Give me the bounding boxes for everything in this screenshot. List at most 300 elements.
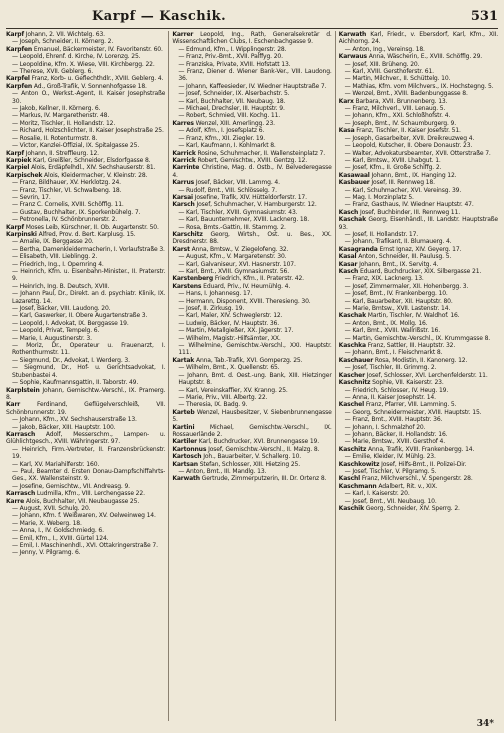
entry-details: Joh., Bauarbeiter, V. Schallerg. 10. [203, 453, 302, 461]
entry-details: — Josef, Tischler, III. Grimmg. 2. [344, 364, 437, 372]
entry-details: — Jakob, Kellner, II. Körnerg. 6. [12, 105, 101, 113]
directory-entry [172, 372, 331, 387]
directory-entry [339, 164, 498, 171]
entry-surname: Karpinski [6, 230, 37, 238]
entry-details: Friedrich, Kfm., II. Praterstr. 42. [214, 275, 304, 283]
entry-details: — Wenzel, Bmt., XVIII. Badenbunggasse 8. [344, 90, 468, 98]
entry-surname: Karschitz [172, 230, 203, 238]
directory-entry [339, 253, 498, 260]
directory-entry [172, 187, 331, 194]
entry-details: Adolf, Messerschm., Lampen- u. Glühlichtgesch., XVIII. Währingerstr. 97. [6, 430, 166, 446]
entry-details: — Josef, Tischler, V. Pilgramg. 5. [344, 467, 437, 475]
entry-surname: Karrasch [6, 430, 36, 438]
entry-details: Christine, Mag. d. Ostb., IV. Belvederegasse 4. [172, 164, 332, 179]
directory-entry [172, 120, 331, 127]
directory-entry [6, 38, 165, 45]
entry-details: — Joseph, Bmt., IV. Schaumburgerg. 9. [344, 119, 456, 127]
directory-entry [339, 490, 498, 497]
directory-entry [339, 327, 498, 334]
directory-entry [339, 142, 498, 149]
entry-surname: Karrus [172, 179, 195, 187]
entry-surname: Kaschmann [338, 482, 377, 490]
directory-entry [339, 342, 498, 349]
entry-details: — August, Kfm., V. Margaretenstr. 30. [178, 253, 287, 261]
entry-details: — Karl, Bauarbeiter, XII. Hauptstr. 80. [344, 297, 453, 305]
directory-entry [6, 142, 165, 149]
directory-entry [339, 320, 498, 327]
entry-surname: Kartiler [172, 438, 197, 446]
entry-details: Georg, Schneider, XIV. Sperrg. 2. [365, 505, 460, 512]
directory-entry [172, 83, 331, 90]
entry-details: — Elisabeth, VIII. Lieblingg. 2. [12, 253, 98, 261]
directory-entry [172, 61, 331, 68]
entry-details: — Karl, Schuhmacher, XVI. Vereinsg. 39. [344, 186, 462, 194]
entry-details: — Hermann, Disponent, XVIII. Theresieng. 30. [178, 297, 311, 305]
directory-entry [172, 283, 331, 290]
entry-details: — Richard, Holzschlichter, II. Kaiser Josephstraße 25. [12, 127, 164, 135]
entry-details: — Heinrich, Ing. B. Deutsch, XVIII. [12, 282, 110, 290]
entry-surname: Karre [6, 497, 25, 505]
directory-entry [172, 164, 331, 179]
entry-details: — Leopold, Kutscher, II. Obere Donaustr. 23. [344, 142, 473, 150]
directory-entry [339, 446, 498, 453]
entry-details: — Marie, Bmtsw., XVIII. Gersthof 4. [344, 438, 445, 446]
entry-details: — Josefine, Gemischtw., VII. Andreasg. 9. [12, 482, 130, 490]
column-divider [335, 31, 336, 721]
entry-surname: Kaschak [338, 312, 366, 320]
entry-details: Franz, Sattler, III. Hauptstr. 32. [367, 342, 456, 350]
entry-details: — Joseph, Schneider, II. Körnerg. 2. [12, 38, 114, 46]
entry-details: Josef, Schlosser, XVI. Lerchenfelderstr. 11. [366, 371, 488, 379]
entry-details: — Josef, II. Zirkusg. 19. [178, 305, 245, 313]
directory-entry [339, 394, 498, 401]
directory-entry [6, 446, 165, 461]
directory-entry [339, 372, 498, 379]
entry-details: — Martin, Metallgießer, XX. Jägerstr. 17. [178, 327, 294, 335]
entry-details: Anna, Trafik, XVIII. Frankenbergg. 14. [367, 445, 475, 453]
directory-entry [339, 461, 498, 468]
entry-details: Ernst Ignaz, XIV. Geyerg. 17. [379, 245, 462, 253]
entry-surname: Karx [338, 97, 354, 105]
directory-entry [172, 438, 331, 445]
entry-surname: Karplstein [6, 386, 40, 394]
entry-details: — Theresia, IX. Badg. 9. [178, 401, 248, 409]
entry-details: — Sophie, Kaufmannsgattin, II. Taborstr. 49. [12, 379, 139, 387]
directory-entry [339, 135, 498, 142]
entry-details: — Josef, Schneider, IX. Alserbachstr. 5. [178, 90, 290, 98]
directory-entry [6, 527, 165, 534]
directory-entry [339, 364, 498, 371]
entry-details: — Emilie, Kleider, IV. Mühlg. 23. [344, 453, 436, 461]
directory-entry [172, 231, 331, 246]
entry-details: — Karl, I. Kaiserstr. 20. [344, 490, 410, 498]
directory-entry [339, 498, 498, 505]
entry-details: — Franz, Diener d. Wiener Bank-Ver., VIII. Laudong. 36. [178, 68, 332, 83]
entry-details: Karl, Greißler, Schneider, Elsdorfgasse 8. [33, 156, 151, 164]
directory-entry [339, 120, 498, 127]
directory-entry [6, 268, 165, 283]
entry-details: — Johann, Bäcker, II. Hollandstr. 16. [344, 430, 448, 438]
directory-entry [172, 142, 331, 149]
directory-entry [6, 335, 165, 342]
directory-entry [339, 483, 498, 490]
entry-details: — Franz, Milchverl., VIII. Lenaug. 5. [344, 105, 446, 113]
entry-details: Georg, Eisenhändl., III. Landstr. Hauptstraße 93. [338, 216, 498, 231]
entry-details: — Karl, Gaswerker, II. Obere Augartenstraße 3. [12, 312, 148, 320]
entry-details: — Marie, Bmtsw., XVII. Lastenstr. 14. [344, 305, 451, 313]
entry-details: — August, XVII. Schulg. 20. [12, 505, 91, 512]
entry-details: — Leopoldine, Kfm. X. Wiese, VIII. Kirchbergg. 22. [12, 60, 155, 68]
directory-entry [6, 283, 165, 290]
entry-details: — Franz, XIX. Lacknerg. 13. [344, 275, 424, 283]
entry-surname: Kartosch [172, 453, 202, 461]
directory-entry [339, 505, 498, 512]
entry-details: — Joseph, Gasarbeiter, XVII. Dreikreuzweg 4. [344, 134, 475, 142]
entry-details: — Friedrich, Ing., I. Opernring 4. [12, 260, 104, 268]
entry-surname: Karstens [172, 282, 202, 290]
directory-entry [339, 283, 498, 290]
entry-details: Georg, Wirtsh., Ost. u. Bes., XX. Dresdnerstr. 88. [172, 230, 332, 246]
entry-details: — Karl, Bauunternehmer, XVIII. Lacknerg. 18. [178, 216, 310, 224]
directory-entry [339, 424, 498, 431]
directory-entry [339, 431, 498, 438]
directory-entry [6, 312, 165, 319]
entry-details: — Therese, XVII. Geblerg. 6. [12, 68, 93, 76]
directory-entry [6, 505, 165, 512]
directory-entry [6, 209, 165, 216]
directory-entry [6, 364, 165, 379]
directory-entry [6, 424, 165, 431]
directory-entry [6, 520, 165, 527]
entry-details: Josef, III. Rennweg 18. [371, 179, 435, 187]
directory-entry [6, 135, 165, 142]
directory-entry [6, 120, 165, 127]
entry-details: — Hans, I. Johannesg. 17. [178, 290, 253, 298]
directory-entry [172, 335, 331, 342]
directory-entry [339, 53, 498, 60]
entry-details: — Edmund, Kfm., I. Wipplingerstr. 28. [178, 45, 287, 53]
directory-entry [339, 68, 498, 75]
entry-details: — Johann Paul, Dr., Direkt. an d. psychiatr. Klinik, IX. Lazarettg. 14. [12, 290, 166, 305]
directory-entry [339, 438, 498, 445]
entry-details: Anna, Wäscherin, E., XVIII. Schöfflg. 29. [368, 53, 483, 61]
entry-details: — Karl, Bmt., XVIII. Gymnasiumstr. 56. [178, 268, 289, 275]
entry-details: — Gustav, Buchhalter, IX. Sporkenbühelg. 7. [12, 208, 141, 216]
entry-details: — Johann, I. Schmalzhof 20. [344, 423, 426, 431]
entry-details: Ad., Groß-Trafik, V. Sonnenhofgasse 18. [33, 82, 147, 90]
directory-entry [6, 468, 165, 483]
directory-entry [172, 364, 331, 371]
entry-details: — Johann, Trafikant, II. Blumauerg. 4. [344, 238, 452, 246]
directory-entry [339, 105, 498, 112]
entry-details: Anna, Bmtsw., V. Ziegelofeng. 32. [191, 245, 289, 253]
directory-entry [339, 112, 498, 119]
entry-details: — Johann, Bmt., I. Fleischmarkt 8. [344, 349, 443, 357]
entry-details: — Josef, Kfm., II. Große Schiffg. 2. [344, 164, 442, 172]
directory-entry [172, 461, 331, 468]
entry-details: — Karl, Bmt., XVIII. Wallrißstr. 16. [344, 327, 440, 335]
entry-details: — Siegmund, Dr., Advokat, I. Werderg. 3. [12, 356, 130, 364]
entry-details: — Johann, Kaffeesieder, IV. Wiedner Hauptstraße 7. [178, 82, 327, 90]
directory-entry [6, 490, 165, 497]
entry-surname: Karr [6, 401, 21, 409]
directory-entry [339, 275, 498, 282]
entry-surname: Karstenberg [172, 275, 214, 283]
directory-entry [172, 409, 331, 424]
directory-entry [6, 90, 165, 105]
entry-details: Anton, Schneider, III. Paulusg. 5. [358, 253, 452, 261]
directory-entry [6, 431, 165, 446]
directory-entry [172, 157, 331, 164]
entry-details: — Karl, Buchhalter, VII. Neubaug. 18. [178, 97, 286, 105]
directory-entry [6, 46, 165, 53]
directory-entry [339, 231, 498, 238]
entry-surname: Kaschitz [338, 445, 367, 453]
entry-details: — Wilhelm, Bmt., X. Quellenstr. 65. [178, 364, 280, 372]
directory-entry [339, 172, 498, 179]
entry-details: Josef, Hilfs-Bmt., II. Polizei-Dir. [381, 460, 467, 468]
directory-entry [172, 468, 331, 475]
column-3 [339, 31, 498, 721]
entry-surname: Kaschak [338, 216, 366, 224]
directory-entry [6, 75, 165, 82]
entry-surname: Kartak [172, 356, 195, 364]
directory-entry [339, 31, 498, 46]
entry-details: Franz, Tischler, II. Kaiser Josefstr. 51. [356, 127, 461, 135]
entry-details: — Karl, Tischler, XVIII. Gymnasiumstr. 43. [178, 208, 298, 216]
entry-details: — Marie, I. Augustinerstr. 3. [12, 334, 92, 342]
directory-entry [6, 416, 165, 423]
directory-entry [339, 83, 498, 90]
directory-entry [6, 246, 165, 253]
entry-details: — Karl, Maler, XIV. Schweglerstr. 12. [178, 312, 283, 320]
entry-details: Josef, Buchbinder, III. Rennweg 11. [359, 208, 460, 216]
directory-entry [6, 194, 165, 201]
directory-entry [6, 483, 165, 490]
entry-surname: Karwath [338, 31, 367, 38]
entry-details: — Heinrich, Kfm. u. Eisenbahn-Minister., II. Praterstr. 9. [12, 268, 166, 283]
entry-details: — Josef, XIII. Brüheng. 20. [344, 60, 420, 68]
entry-details: Johann, II. Streffleurg. 12. [25, 149, 99, 157]
entry-details: Johann, Bmt., IX. Servitg. 4. [359, 260, 439, 268]
entry-details: — Mathias, Kfm. vom Milchvers., IX. Hochstegng. 5. [344, 82, 494, 90]
entry-details: Michael, Gemischtw.-Verschl., IX. Rossauerlände 2. [172, 423, 332, 438]
entry-details: Wenzel, Hausbesitzer, V. Siebenbrunnengasse 5. [172, 408, 332, 424]
directory-entry [339, 187, 498, 194]
directory-entry [339, 335, 498, 342]
entry-surname: Kasbauer [338, 179, 370, 187]
directory-entry [6, 535, 165, 542]
directory-entry [6, 327, 165, 334]
directory-entry [339, 268, 498, 275]
entry-details: — Johann, Kfm. f. Weißwaren, XV. Oelweinweg 14. [12, 512, 156, 520]
entry-details: — Moritz, Tischler, II. Hollandstr. 12. [12, 119, 116, 127]
directory-entry [6, 387, 165, 402]
entry-surname: Kartonnus [172, 445, 207, 453]
entry-details: — Franz, Tischler, VI. Schwalbeng. 18. [12, 186, 122, 194]
directory-entry [339, 127, 498, 134]
entry-surname: Kasal [338, 253, 357, 261]
directory-entry [6, 201, 165, 208]
entry-surname: Karrick [172, 156, 196, 164]
entry-details: Rosa, Modistin, II. Kanonerg. 12. [374, 356, 468, 364]
entry-surname: Kaschauer [338, 356, 374, 364]
entry-details: — Josef, Zimmermaler, XII. Hohenbergg. 3. [344, 282, 469, 290]
entry-details: — Anna, I., IV. Goldschmiedg. 6. [12, 527, 104, 535]
directory-entry [172, 401, 331, 408]
directory-entry [172, 46, 331, 53]
directory-columns [6, 31, 498, 721]
entry-details: — Karl, Kaufmann, I. Kohlmarkt 8. [178, 142, 276, 150]
directory-entry [6, 357, 165, 364]
directory-entry [172, 253, 331, 260]
directory-entry [339, 209, 498, 216]
entry-surname: Kaschka [338, 342, 366, 350]
column-1 [6, 31, 165, 721]
directory-entry [339, 157, 498, 164]
entry-details: — Georg, Schneidermeister, XVIII. Hauptstr. 15. [344, 408, 482, 416]
entry-details: — Adolf, Kfm., I. Josefsplatz 6. [178, 127, 265, 135]
page-number: 531 [470, 9, 498, 24]
directory-entry [339, 61, 498, 68]
entry-details: — Amalie, IX. Berggasse 20. [12, 238, 94, 246]
entry-surname: Kasch [338, 208, 359, 216]
directory-entry [172, 179, 331, 186]
entry-surname: Karrick [172, 149, 196, 157]
entry-details: Alois, Kleidermacher, V. Kleinstr. 28. [44, 171, 148, 179]
entry-details: — Franz, Gasthaus, IV. Wiedner Hauptstr. 47. [344, 201, 474, 209]
entry-surname: Karpf [6, 31, 24, 38]
entry-details: — Franz, Priv.-Bmt., XVII. Palffyg. 20. [178, 53, 283, 61]
directory-entry [6, 127, 165, 134]
entry-surname: Karres [172, 119, 194, 127]
entry-details: — Anton O., Werkst.-Agent, II. Kaiser Josephstraße 30. [12, 90, 166, 105]
directory-entry [172, 298, 331, 305]
directory-entry [339, 453, 498, 460]
entry-surname: Karsch [172, 201, 195, 209]
directory-entry [172, 342, 331, 357]
directory-entry [6, 53, 165, 60]
entry-surname: Karrer [172, 31, 194, 38]
entry-details: Martin, Tischler, IV. Waldhof. 16. [367, 312, 460, 320]
directory-entry [6, 238, 165, 245]
directory-entry [172, 290, 331, 297]
directory-entry [6, 305, 165, 312]
directory-entry [172, 90, 331, 97]
entry-details: — Victor, Kanzlei-Offizial, IX. Spitalgasse 25. [12, 142, 140, 150]
directory-entry [6, 112, 165, 119]
entry-surname: Kaschik [338, 505, 364, 512]
entry-details: Franz, Milchverschl., V. Spengerstr. 28. [361, 475, 473, 483]
entry-surname: Karst [172, 245, 190, 253]
entry-details: Moses Leib, Kürschner, II. Ob. Augartenstr. 50. [25, 223, 159, 231]
entry-details: — Johann, Bmt. d. Oest.-ung. Bank, XIII. Hietzinger Hauptstr. 8. [178, 371, 332, 387]
entry-details: — Marie, Priv., VIII. Albertg. 22. [178, 393, 268, 401]
entry-details: — Sevrin, 17. [12, 193, 51, 201]
entry-surname: Kartini [172, 423, 195, 431]
directory-entry [172, 98, 331, 105]
directory-entry [339, 468, 498, 475]
directory-entry [339, 46, 498, 53]
directory-entry [6, 401, 165, 416]
directory-entry [172, 320, 331, 327]
directory-entry [172, 127, 331, 134]
entry-details: — Wilhelmine, Gemischtw.-Verschl., XXI. Hauptstr. 111. [178, 342, 332, 357]
entry-details: Alois, Erdäpfelhdl., XIV. Sechshauserstr. 81. [31, 164, 156, 172]
entry-surname: Karteb [172, 408, 195, 416]
directory-entry [339, 246, 498, 253]
entry-surname: Kaschkowitz [338, 460, 380, 468]
directory-entry [339, 98, 498, 105]
entry-details: — Josef, Bmt., VII. Neubaug. 10. [344, 497, 437, 505]
directory-entry [6, 150, 165, 157]
directory-entry [339, 387, 498, 394]
entry-details: — Josef, II. Hollandstr. 17. [344, 230, 419, 238]
entry-details: Johann, 2. VII. Wichtelg. 63. [25, 31, 105, 38]
entry-details: — Jenny, V. Pilgramg. 6. [12, 549, 81, 557]
entry-surname: Kaschnitz [338, 379, 371, 387]
directory-entry [6, 549, 165, 556]
directory-entry [339, 261, 498, 268]
entry-details: — Heinrich, Firm.-Vertreter, II. Franzensbrückenstr. 19. [12, 445, 166, 461]
directory-entry [6, 320, 165, 327]
entry-surname: Karpfen [6, 45, 33, 53]
entry-surname: Karrasch [6, 490, 36, 498]
entry-details: — Wilhelm, Magistr.-Hilfsämter, XX. [178, 334, 281, 342]
header-rule [6, 28, 498, 29]
entry-details: — Emil, Kfm., I., XVIII. Gürtel 124. [12, 534, 109, 542]
entry-surname: Kaschel [338, 401, 365, 409]
directory-entry [6, 187, 165, 194]
entry-details: Josef, Gemischtw.-Verschl., II. Malzg. 8. [208, 445, 320, 453]
directory-entry [6, 68, 165, 75]
entry-details: Rosine, Schuhmacher, II. Wallensteinplatz 7. [197, 149, 326, 157]
entry-details: — Rosa, Bmts.-Gattin, III. Stammg. 2. [178, 223, 286, 231]
entry-details: Emanuel, Bäckermeister, IV. Favoritenstr. 60. [33, 45, 163, 53]
entry-details: — Leopold, I. Advokat, IX. Berggasse 19. [12, 319, 129, 327]
directory-entry [6, 498, 165, 505]
entry-details: Karl, Friedr., v. Ebersdorf, Karl, Kfm., XII. Aichhorng. 24. [338, 31, 498, 46]
directory-entry [172, 224, 331, 231]
directory-entry [6, 224, 165, 231]
entry-surname: Karwath [172, 475, 200, 483]
entry-details: Leopold, Ing., Rath, Generalsekretär d. Wissenschaftlichen Clubs, I. Eschenbachgasse 9. [172, 31, 332, 46]
column-divider [168, 31, 169, 721]
entry-details: — Markus, IV. Margarethenstr. 48. [12, 112, 110, 120]
entry-details: — Siegmund, Dr., Hof- u. Gerichtsadvokat, I. Stubenbastei 4. [12, 364, 166, 379]
entry-details: — Franz, Kfm., XII. Ziegler. 19. [178, 134, 266, 142]
column-2 [172, 31, 331, 721]
directory-entry [172, 201, 331, 208]
entry-surname: Karpiel [6, 164, 30, 172]
entry-details: — Franz, Bmt., XVIII. Hauptstr. 36. [344, 416, 443, 424]
directory-entry [172, 453, 331, 460]
entry-details: — Michael, Drechsler, III. Hauptstr. 9. [178, 105, 285, 113]
directory-entry [6, 290, 165, 305]
directory-entry [339, 357, 498, 364]
entry-details: Karl, Buchdrucker, XVI. Brunnengasse 19. [198, 438, 320, 446]
entry-details: Josef, Bäcker, VIII. Lammg. 4. [195, 179, 280, 187]
directory-entry [172, 446, 331, 453]
directory-entry [6, 61, 165, 68]
entry-details: — Bertha, Damenkleidermacherin, I. Vorlaufstraße 3. [12, 245, 165, 253]
directory-entry [172, 216, 331, 223]
entry-details: Alois, Buchhalter, VII. Neubaugasse 25. [25, 497, 140, 505]
entry-surname: Kascher [338, 371, 365, 379]
directory-entry [172, 357, 331, 364]
directory-entry [6, 231, 165, 238]
entry-details: — Moriz, Dr., Operateur u. Frauenarzt, I. Rothenthurmstr. 11. [12, 342, 166, 357]
